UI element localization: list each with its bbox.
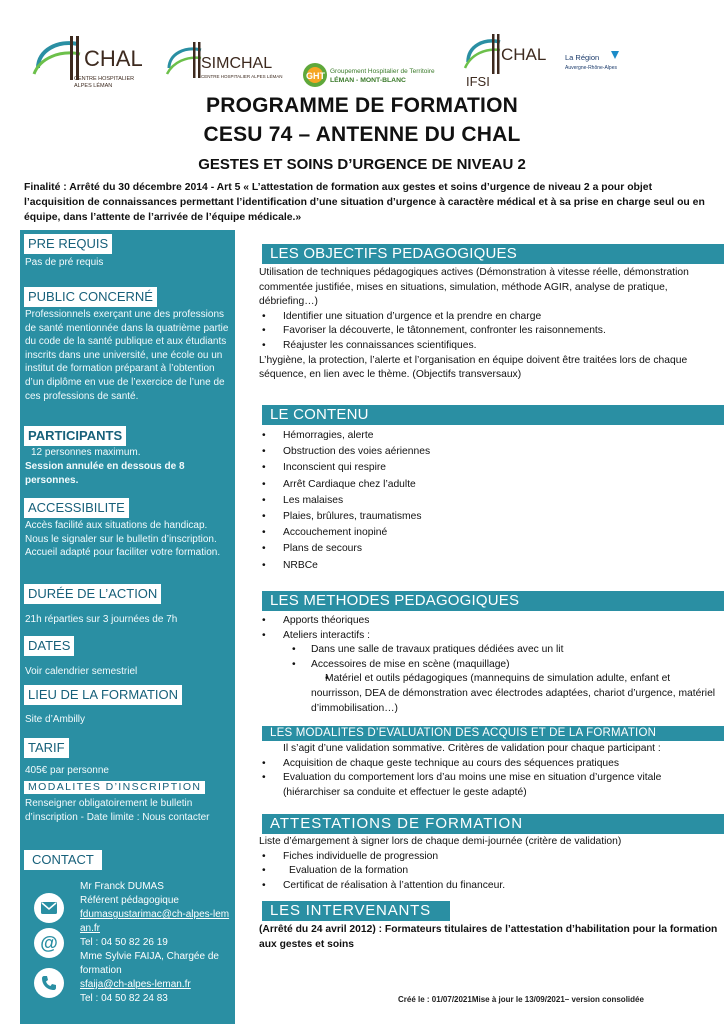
contact-p2-email-link[interactable]: sfaija@ch-alpes-leman.fr: [80, 979, 191, 990]
accessibilite-heading: ACCESSIBILITE: [24, 498, 129, 518]
intervenants-text: (Arrêté du 24 avril 2012) : Formateurs titulaires de l’attestation d’habilitation pour la formation aux gestes et soins: [259, 924, 718, 950]
svg-text:CENTRE HOSPITALIER ALPES LÉMAN: CENTRE HOSPITALIER ALPES LÉMAN: [201, 74, 283, 79]
prerequis-text: Pas de pré requis: [25, 257, 104, 268]
sidebar: [20, 230, 235, 1024]
evaluation-item: • Acquisition de chaque geste technique au cours des séquences pratiques: [259, 757, 719, 772]
objectifs-intro: Utilisation de techniques pédagogiques actives (Démonstration à vitesse réelle, démonstration commentée justifiée, mises en situations, simulation, méthode AGIR, analyse de pratique, débriefing…): [259, 267, 689, 308]
public-heading: PUBLIC CONCERNÉ: [24, 287, 157, 307]
email-icon: [34, 893, 64, 923]
methodes-subitem: • Matériel et outils pédagogiques (mannequins de simulation adulte, enfant et nourrisson, DEA de démonstration avec électrodes adaptées, chariot d’urgence, matériel d’immobilisation…): [259, 672, 719, 716]
contenu-item: • Accouchement inopiné: [259, 525, 719, 541]
contenu-item: • Obstruction des voies aériennes: [259, 444, 719, 460]
methodes-section: [259, 614, 719, 716]
evaluation-heading: LES MODALITES D’EVALUATION DES ACQUIS ET DE LA FORMATION: [262, 726, 724, 741]
svg-text:Groupement Hospitalier de Terr: Groupement Hospitalier de Territoire: [330, 68, 435, 75]
svg-text:Auvergne-Rhône-Alpes: Auvergne-Rhône-Alpes: [565, 65, 617, 71]
methodes-heading: LES METHODES PEDAGOGIQUES: [262, 591, 724, 611]
methodes-subitem: • Accessoires de mise en scène (maquillage): [259, 658, 719, 673]
evaluation-section: [259, 742, 719, 800]
public-text: Professionnels exerçant une des professions de santé mentionnée dans la quatrième partie du code de la santé publique et aux étudiants inscrits dans une université, une école ou un institut de formation préparant à l’obtention d’un diplôme en vue de l’exercice de l’une de ces professions de santé.: [25, 309, 229, 402]
contenu-item: • Inconscient qui respire: [259, 460, 719, 476]
objectifs-item: • Réajuster les connaissances scientifiques.: [259, 339, 719, 354]
page-subtitle: CESU 74 – ANTENNE DU CHAL: [203, 123, 521, 146]
evaluation-intro: Il s’agit d’une validation sommative. Critères de validation pour chaque participant :: [283, 743, 661, 754]
participants-line2: Session annulée en dessous de 8 personnes.: [25, 461, 185, 486]
simchal-logo-text: SIMCHAL: [201, 55, 273, 72]
contact-heading: CONTACT: [24, 850, 102, 870]
contenu-item: • Hémorragies, alerte: [259, 428, 719, 444]
tarif-heading: TARIF: [24, 738, 69, 758]
chal-logo-text: CHAL: [84, 46, 143, 71]
lieu-text: Site d’Ambilly: [25, 714, 86, 725]
contenu-item: • NRBCe: [259, 558, 719, 574]
page-title: PROGRAMME DE FORMATION: [206, 94, 518, 117]
at-sign-icon: @: [34, 928, 64, 958]
participants-line1: 12 personnes maximum.: [31, 447, 141, 458]
contenu-item: • Arrêt Cardiaque chez l’adulte: [259, 477, 719, 493]
attestations-item: • Certificat de réalisation à l’attention du financeur.: [259, 879, 719, 894]
contenu-item: • Les malaises: [259, 493, 719, 509]
inscription-heading: MODALITES D’INSCRIPTION: [24, 781, 205, 794]
evaluation-item: • Evaluation du comportement lors d’au moins une mise en situation d’urgence vitale (hiérarchiser sa conduite et effectuer le geste adapté): [259, 771, 719, 800]
contact-p2-name: Mme Sylvie FAIJA, Chargée de formation: [80, 951, 219, 976]
contact-p1-role: Référent pédagogique: [80, 895, 179, 906]
methodes-item: • Ateliers interactifs :: [259, 629, 719, 644]
contenu-heading: LE CONTENU: [262, 405, 724, 425]
contact-p1-tel: Tel : 04 50 82 26 19: [80, 937, 168, 948]
chal-ifsi-logo: [462, 28, 557, 90]
finalite-text: Finalité : Arrêté du 30 décembre 2014 - Art 5 « L’attestation de formation aux gestes et soins d’urgence de niveau 2 a pour objet l’acquisition de connaissances permettant l’identification d’une situation d’urgence à caractère médical et à sa prise en charge seul ou en équipe, dans l’attente de l’arrivée de l’équipe médicale.»: [24, 182, 705, 223]
svg-text:La Région: La Région: [565, 53, 600, 62]
dates-text: Voir calendrier semestriel: [25, 666, 138, 677]
phone-icon: [34, 968, 64, 998]
attestations-item: • Evaluation de la formation: [259, 864, 719, 879]
simchal-logo: [165, 38, 285, 86]
contact-p1-name: Mr Franck DUMAS: [80, 881, 164, 892]
objectifs-heading: LES OBJECTIFS PEDAGOGIQUES: [262, 244, 724, 264]
region-logo: [563, 47, 633, 75]
tarif-text: 405€ par personne: [25, 765, 109, 776]
intervenants-heading: LES INTERVENANTS: [262, 901, 450, 921]
attestations-heading: ATTESTATIONS DE FORMATION: [262, 814, 724, 834]
ifsi-label: IFSI: [466, 74, 490, 89]
footer-version: Créé le : 01/07/2021Mise à jour le 13/09/2021– version consolidée: [398, 995, 644, 1004]
objectifs-section: [259, 266, 719, 383]
svg-text:LÉMAN - MONT-BLANC: LÉMAN - MONT-BLANC: [330, 77, 406, 84]
page-heading-level: GESTES ET SOINS D’URGENCE DE NIVEAU 2: [198, 156, 526, 173]
contenu-item: • Plaies, brûlures, traumatismes: [259, 509, 719, 525]
inscription-text: Renseigner obligatoirement le bulletin d’inscription - Date limite : Nous contacter: [25, 798, 210, 823]
contact-details: [80, 880, 232, 1006]
methodes-item: • Apports théoriques: [259, 614, 719, 629]
contact-p2-tel: Tel : 04 50 82 24 83: [80, 993, 168, 1004]
svg-text:ALPES LÉMAN: ALPES LÉMAN: [74, 83, 113, 89]
methodes-subitem: • Dans une salle de travaux pratiques dédiées avec un lit: [259, 643, 719, 658]
objectifs-item: • Identifier une situation d’urgence et la prendre en charge: [259, 310, 719, 325]
contenu-item: • Plans de secours: [259, 541, 719, 557]
ght-logo: [302, 62, 452, 88]
attestations-section: [259, 835, 719, 893]
lieu-heading: LIEU DE LA FORMATION: [24, 685, 182, 705]
header-logos: [0, 0, 724, 95]
svg-text:CENTRE HOSPITALIER: CENTRE HOSPITALIER: [74, 76, 135, 82]
contenu-list: [259, 428, 719, 574]
attestations-intro: Liste d’émargement à signer lors de chaque demi-journée (critère de validation): [259, 836, 622, 847]
duree-heading: DURÉE DE L’ACTION: [24, 584, 161, 604]
objectifs-item: • Favoriser la découverte, le tâtonnement, confronter les raisonnements.: [259, 324, 719, 339]
chal-logo: [30, 28, 160, 90]
participants-heading: PARTICIPANTS: [24, 426, 126, 446]
accessibilite-text: Accès facilité aux situations de handicap. Nous le signaler sur le bulletin d’inscription. Accueil adapté pour faciliter votre formation.: [25, 520, 221, 559]
svg-text:GHT: GHT: [306, 71, 325, 81]
prerequis-heading: PRE REQUIS: [24, 234, 112, 254]
attestations-item: • Fiches individuelle de progression: [259, 850, 719, 865]
contact-p1-email-link[interactable]: fdumasgustarimac@ch-alpes-leman.fr: [80, 909, 230, 934]
duree-text: 21h réparties sur 3 journées de 7h: [25, 614, 178, 625]
dates-heading: DATES: [24, 636, 74, 656]
svg-text:CHAL: CHAL: [501, 45, 547, 64]
objectifs-outro: L’hygiène, la protection, l’alerte et l’organisation en équipe doivent être traitées lors de chaque séquence, en lien avec le thème. (Objectifs transversaux): [259, 354, 688, 381]
